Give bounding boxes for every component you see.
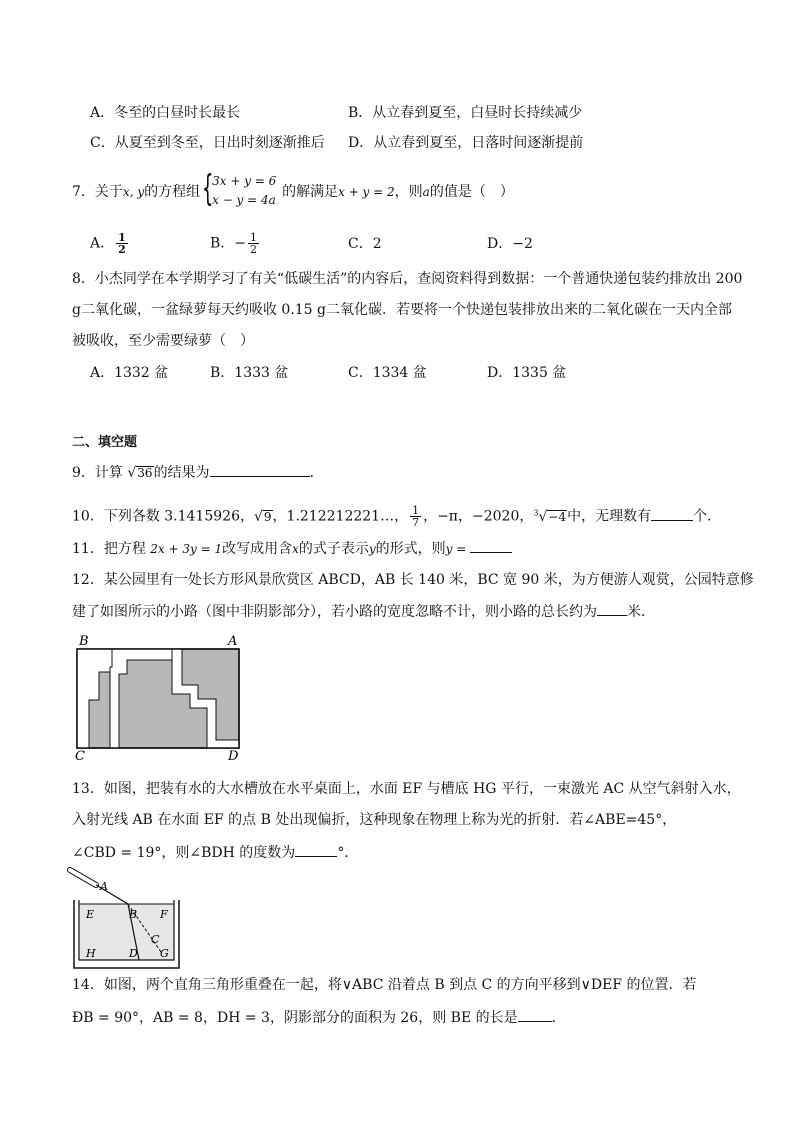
q13-line-2: 入射光线 AB 在水面 EF 的点 B 处出现偏折，这种现象在物理上称为光的折射．若∠ABE=45°，: [72, 812, 677, 828]
q11-text-post: 的形式，则: [375, 541, 446, 557]
q14-text-end: ．: [551, 1010, 566, 1026]
q7-a-num: 1: [118, 231, 126, 244]
q12-line-1: 12．某公园里有一处长方形风景欣赏区 ABCD，AB 长 140 米，BC 宽 90 米，为方便游人观赏，公园特意修: [72, 572, 754, 588]
q14-line-2-text: ÐB = 90°，AB = 8，DH = 3，阴影部分的面积为 26，则 BE 的长是: [72, 1010, 518, 1026]
q7-text-pre: 7．关于: [72, 184, 123, 200]
q7-a-den: 2: [118, 243, 126, 256]
q7-option-a-fraction: [116, 232, 128, 255]
q10-frac-den: 7: [412, 516, 420, 530]
q12-answer-blank[interactable]: [597, 601, 627, 616]
q14-line-1: 14．如图，两个直角三角形重叠在一起，将∨ABC 沿着点 B 到点 C 的方向平移到∨DEF 的位置．若: [72, 977, 697, 993]
q12-label-a: A: [228, 634, 238, 649]
q13-line-3-text: ∠CBD = 19°，则∠BDH 的度数为: [72, 845, 296, 861]
q9-radicand: 36: [137, 466, 153, 480]
q7-condition: x + y = 2: [338, 185, 395, 199]
q7-option-b-label: B．−: [210, 235, 247, 252]
q13-label-f: F: [160, 908, 168, 921]
q13-text-end: °．: [337, 845, 359, 861]
q7-text-post3: 的值是（ ）: [429, 184, 514, 200]
q14-line-2: [72, 1007, 566, 1028]
q12-text-end: 米．: [627, 604, 655, 620]
q11-text-pre: 11．把方程: [72, 541, 151, 557]
q11-text-mid: 改写成用含: [222, 541, 293, 557]
q13-label-e: E: [86, 908, 95, 921]
q6-option-d: D．从立春到夏至，日落时间逐渐提前: [348, 135, 584, 151]
q7-eq2: x − y = 4a: [212, 193, 276, 207]
q9-sqrt: √36: [127, 465, 153, 481]
q11-answer-blank[interactable]: [470, 538, 512, 553]
q13-label-b: B: [129, 908, 138, 921]
q10-radicand: 9: [263, 509, 272, 524]
q10-answer-blank[interactable]: [651, 506, 693, 521]
q11-text-mid2: 的式子表示: [298, 541, 369, 557]
q13-label-g: G: [160, 947, 169, 960]
q7-text-post2: ，则: [394, 184, 423, 200]
q10-sqrt: √9: [253, 508, 272, 525]
q6-option-b: B．从立春到夏至，白昼时长持续减少: [348, 105, 583, 121]
q7-b-den: 2: [250, 243, 258, 256]
q7-option-d: D．−2: [487, 236, 533, 252]
q8-option-c: C．1334 盆: [348, 365, 427, 381]
q14-answer-blank[interactable]: [518, 1007, 552, 1022]
q12-label-c: C: [75, 749, 85, 762]
question-9: [72, 462, 324, 483]
q12-park-figure: [70, 632, 250, 762]
q10-text-mid1: ，1.212212221…，: [272, 508, 409, 525]
q10-text-mid2: ，−π，−2020，: [423, 508, 534, 525]
q11-y-eq: y =: [445, 542, 467, 556]
q12-label-b: B: [79, 634, 89, 649]
q13-label-h: H: [86, 947, 96, 960]
q7-option-a-label: A．: [90, 235, 115, 252]
q10-text-end: 个．: [693, 508, 722, 525]
section-fill-in-title: 二、填空题: [72, 435, 138, 450]
q11-x: x: [292, 542, 299, 556]
q7-option-b: [210, 232, 261, 255]
q9-text-end: ．: [309, 465, 324, 481]
q8-line-2: g二氧化碳，一盆绿萝每天约吸收 0.15 g二氧化碳．若要将一个快递包装排放出来的二氧化碳在一天内全部: [72, 302, 732, 318]
q10-text-pre: 10．下列各数 3.1415926，: [72, 508, 254, 525]
q13-label-c: C: [151, 933, 160, 946]
q13-label-d: D: [129, 947, 138, 960]
q8-option-d: D．1335 盆: [487, 365, 567, 381]
q13-water-tank-figure: [66, 866, 186, 972]
q8-option-a: A．1332 盆: [90, 365, 169, 381]
q7-text-mid: 的方程组: [144, 184, 201, 200]
q10-text-post: 中，无理数有: [567, 508, 652, 525]
q13-label-a: A: [100, 880, 108, 893]
q12-line-2-text: 建了如图所示的小路（图中非阴影部分），若小路的宽度忽略不计，则小路的总长约为: [72, 604, 597, 620]
q9-answer-blank[interactable]: [210, 462, 310, 477]
question-10: [72, 500, 721, 530]
q10-cube-root: $^3$√−4: [533, 508, 567, 525]
q7-option-c: C．2: [348, 236, 382, 252]
q12-line-2: [72, 601, 655, 622]
q13-line-3: [72, 842, 358, 863]
q7-a-var: a: [422, 185, 430, 199]
q9-text-post: 的结果为: [153, 465, 210, 481]
q7-text-post1: 的解满足: [282, 184, 339, 200]
q8-line-3: 被吸收，至少需要绿萝（ ）: [72, 333, 254, 349]
q10-frac-num: 1: [412, 504, 420, 518]
q8-option-b: B．1333 盆: [210, 365, 289, 381]
q13-line-1: 13．如图，把装有水的大水槽放在水平桌面上，水面 EF 与槽底 HG 平行，一束激光 AC 从空气斜射入水，: [72, 781, 741, 797]
q7-b-num: 1: [250, 231, 258, 244]
question-7: [72, 168, 514, 212]
q11-equation: 2x + 3y = 1: [150, 542, 223, 556]
q12-label-d: D: [228, 749, 239, 762]
q6-option-c: C．从夏至到冬至，日出时刻逐渐推后: [90, 135, 325, 151]
q7-eq1: 3x + y = 6: [212, 174, 277, 188]
q9-text-pre: 9．计算: [72, 465, 128, 481]
q8-line-1: 8．小杰同学在本学期学习了有关“低碳生活”的内容后，查阅资料得到数据：一个普通快递包装约排放出 200: [72, 271, 743, 287]
q7-vars: x, y: [122, 185, 145, 199]
q13-answer-blank[interactable]: [295, 842, 337, 857]
q11-y: y: [368, 542, 376, 556]
q7-option-b-fraction: [248, 232, 259, 255]
question-11: [72, 538, 512, 559]
q10-fraction: [410, 505, 421, 528]
q7-equation-system: { 3x + y = 6 x − y = 4a: [202, 168, 277, 209]
q10-cbrt-index: 3: [533, 508, 539, 517]
q10-cbrt-radicand: −4: [548, 509, 567, 524]
q7-option-a: [90, 232, 130, 255]
q6-option-a: A．冬至的白昼时长最长: [90, 105, 241, 121]
